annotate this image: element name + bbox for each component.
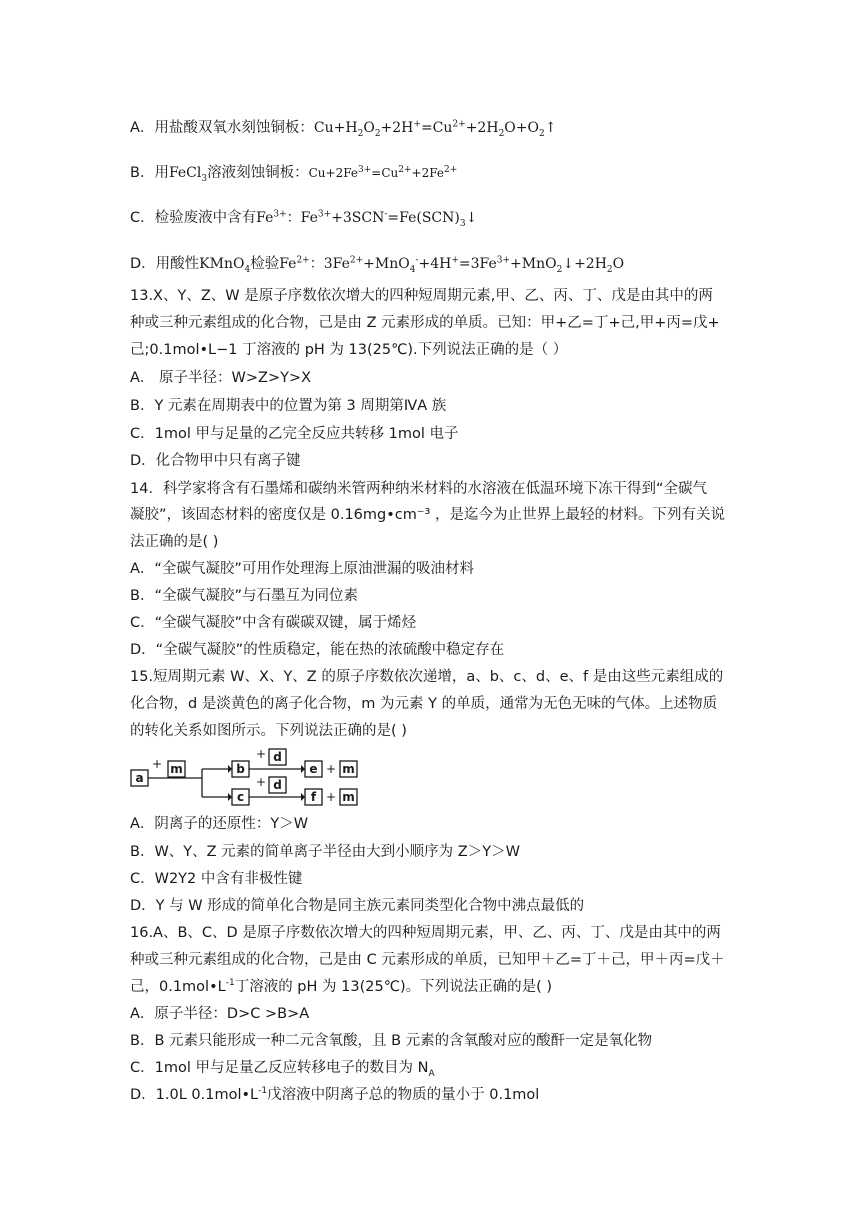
q14-stem-line-2: 凝胶”，该固态材料的密度仅是 0.16mg•cm⁻³ ，是迄今为止世界上最轻的材料。下列有关说 <box>130 507 725 523</box>
conversion-diagram <box>130 748 362 810</box>
q12-option-d-equation: $Fe^{2+}$：$3Fe^{2+}+MnO_4^-+4H^+=3Fe^{3+}+MnO_2↓+2H_2O$ <box>279 255 625 275</box>
q12-option-b-mid: 溶液刻蚀铜板： <box>207 165 309 181</box>
arrow-a-split <box>148 769 228 797</box>
label-f: f <box>310 790 317 804</box>
q16-option-b: B．B 元素只能形成一种二元含氧酸，且 B 元素的含氧酸对应的酸酐一定是氧化物 <box>130 1033 653 1049</box>
q12-option-d-mid: 检验 <box>250 256 280 272</box>
q13-option-b: B．Y 元素在周期表中的位置为第 3 周期第ⅣA 族 <box>130 398 447 414</box>
q15-stem-line-3: 的转化关系如图所示。下列说法正确的是( ) <box>130 723 407 739</box>
q16-option-d-post: 戊溶液中阴离子总的物质的量小于 0.1mol <box>267 1087 540 1103</box>
q16-stem-line-3-post: 丁溶液的 pH 为 13(25℃)。下列说法正确的是( ) <box>234 979 553 995</box>
q14-stem-line-3: 法正确的是( ) <box>130 534 219 550</box>
q16-stem-line-3: 己，$0.1mol•L^{-1}$丁溶液的 pH 为 13(25℃)。下列说法正确的是( ) <box>130 978 553 995</box>
plus-1: + <box>151 757 163 771</box>
label-m-2: m <box>342 762 355 776</box>
q12-option-b-equation: $Cu+2Fe^{3+}=Cu^{2+}+2Fe^{2+}$ <box>308 165 458 180</box>
q12-option-d-reagent: KMnO$_4$ <box>199 256 251 275</box>
q14-option-c: C．“全碳气凝胶”中含有碳碳双键，属于烯烃 <box>130 615 417 631</box>
label-m-1: m <box>170 762 183 776</box>
label-a: a <box>135 771 144 785</box>
q12-option-c-equation: $Fe^{3+}+3SCN^-=Fe(SCN)_3↓$ <box>300 209 478 229</box>
plus-4: + <box>325 762 337 776</box>
q15-option-c: C．W2Y2 中含有非极性键 <box>130 871 303 887</box>
label-d-2: d <box>273 778 282 792</box>
q14-option-b: B．“全碳气凝胶”与石墨互为同位素 <box>130 588 358 604</box>
q16-stem-line-1: 16.A、B、C、D 是原子序数依次增大的四种短周期元素，甲、乙、丙、丁、戊是由其中的两 <box>130 925 721 941</box>
q15-option-d: D．Y 与 W 形成的简单化合物是同主族元素同类型化合物中沸点最低的 <box>130 898 585 914</box>
q12-option-d <box>130 254 740 274</box>
q16-stem-line-2: 种或三种元素组成的化合物，己是由 C 元素形成的单质，已知甲＋乙=丁＋己，甲＋丙=戊＋ <box>130 952 725 968</box>
q12-option-b-text: B．用 <box>130 165 169 181</box>
q12-option-a-text: A．用盐酸双氧水刻蚀铜板： <box>130 120 314 136</box>
q13-stem-line-1: 13.X、Y、Z、W 是原子序数依次增大的四种短周期元素,甲、乙、丙、丁、戊是由其中的两 <box>130 288 713 304</box>
q12-option-d-text: D．用酸性 <box>130 256 200 272</box>
label-m-3: m <box>342 790 355 804</box>
q12-option-b <box>130 163 740 183</box>
q12-option-b-reagent: FeCl$_3$ <box>168 165 208 184</box>
q16-option-d-pre: D．1.0L 0.1mol•L <box>130 1087 259 1103</box>
q14-stem-line-1: 14．科学家将含有石墨烯和碳纳米管两种纳米材料的水溶液在低温环境下冻干得到“全碳气 <box>130 481 707 497</box>
q13-option-a: A． 原子半径：W>Z>Y>X <box>130 370 312 386</box>
q13-stem-line-2: 种或三种元素组成的化合物，己是由 Z 元素形成的单质。已知：甲+乙=丁+己,甲+丙=戊+ <box>130 315 720 331</box>
q12-option-c <box>130 208 740 228</box>
q16-option-c-text: C．1mol 甲与足量乙反应转移电子的数目为 N <box>130 1060 429 1076</box>
q14-option-a: A．“全碳气凝胶”可用作处理海上原油泄漏的吸油材料 <box>130 561 474 577</box>
q16-stem-line-3-pre: 己，0.1mol•L <box>130 979 226 995</box>
q15-option-a: A．阴离子的还原性：Y＞W <box>130 816 309 832</box>
q16-option-d: D．1.0L $0.1mol•L^{-1}$戊溶液中阴离子总的物质的量小于 0.1mol <box>130 1086 540 1103</box>
plus-5: + <box>325 790 337 804</box>
q15-option-b: B．W、Y、Z 元素的简单离子半径由大到小顺序为 Z＞Y＞W <box>130 844 520 860</box>
q12-option-a-equation: $Cu+H_2O_2+2H^+=Cu^{2+}+2H_2O+O_2↑$ <box>313 119 557 139</box>
q13-option-c: C．1mol 甲与足量的乙完全反应共转移 1mol 电子 <box>130 426 459 442</box>
plus-2: + <box>255 748 267 761</box>
label-c: c <box>236 790 245 804</box>
q12-option-c-ion: $Fe^{3+}$： <box>256 209 301 226</box>
q14-option-d: D．“全碳气凝胶”的性质稳定，能在热的浓硫酸中稳定存在 <box>130 642 505 658</box>
plus-3: + <box>255 775 267 789</box>
label-d-1: d <box>273 750 282 764</box>
q12-option-a <box>130 118 740 138</box>
q15-stem-line-1: 15.短周期元素 W、X、Y、Z 的原子序数依次递增，a、b、c、d、e、f 是由这些元素组成的 <box>130 669 724 685</box>
q13-stem-line-3: 己;0.1mol•L−1 丁溶液的 pH 为 13(25℃).下列说法正确的是（ ） <box>130 342 568 358</box>
q16-option-c: C．1mol 甲与足量乙反应转移电子的数目为 $N_A$ <box>130 1060 435 1079</box>
q16-option-a: A．原子半径：D>C >B>A <box>130 1006 310 1022</box>
q12-option-c-text: C．检验废液中含有 <box>130 210 257 226</box>
q13-option-d: D．化合物甲中只有离子键 <box>130 453 301 469</box>
label-b: b <box>236 762 245 776</box>
label-e: e <box>309 762 318 776</box>
q15-stem-line-2: 化合物，d 是淡黄色的离子化合物，m 为元素 Y 的单质，通常为无色无味的气体。上述物质 <box>130 696 718 712</box>
